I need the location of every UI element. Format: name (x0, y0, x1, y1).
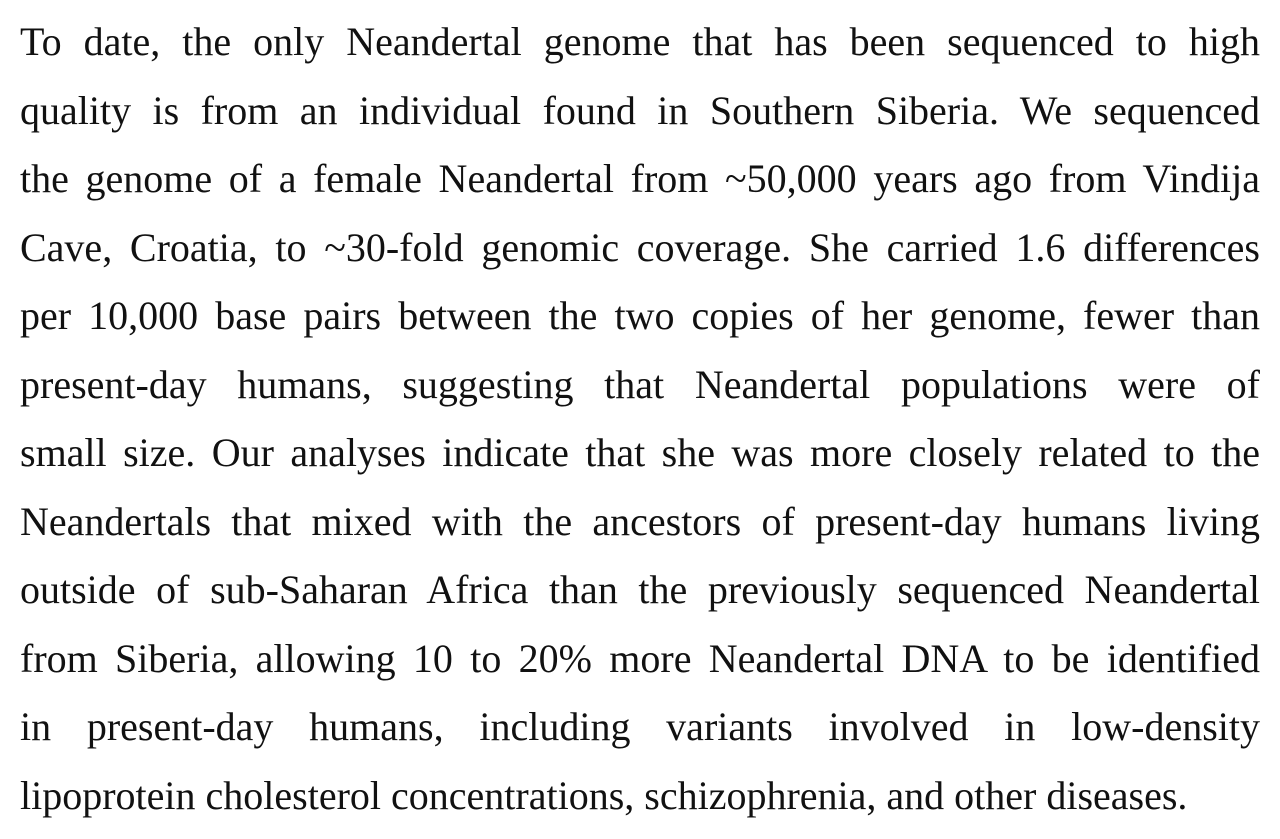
text-line: Cave, Croatia, to ~30-fold genomic coverage. She carried 1.6 differences (20, 224, 1260, 270)
text-line: lipoprotein cholesterol concentrations, schizophrenia, and other diseases. (20, 772, 1188, 818)
text-line: from Siberia, allowing 10 to 20% more Neandertal DNA to be identified (20, 635, 1260, 681)
text-line: per 10,000 base pairs between the two copies of her genome, fewer than (20, 293, 1260, 338)
text-line: quality is from an individual found in Southern Siberia. We sequenced (20, 87, 1260, 133)
text-line: the genome of a female Neandertal from ~50,000 years ago from Vindija (20, 156, 1260, 201)
text-line: To date, the only Neandertal genome that has been sequenced to high (20, 19, 1260, 64)
text-line: present-day humans, suggesting that Neandertal populations were of (20, 361, 1260, 407)
abstract-paragraph (20, 8, 1260, 828)
text-line: outside of sub-Saharan Africa than the previously sequenced Neandertal (20, 567, 1260, 612)
text-line: Neandertals that mixed with the ancestors of present-day humans living (20, 498, 1260, 544)
text-line: in present-day humans, including variants involved in low-density (20, 704, 1260, 749)
text-line: small size. Our analyses indicate that she was more closely related to the (20, 430, 1260, 475)
